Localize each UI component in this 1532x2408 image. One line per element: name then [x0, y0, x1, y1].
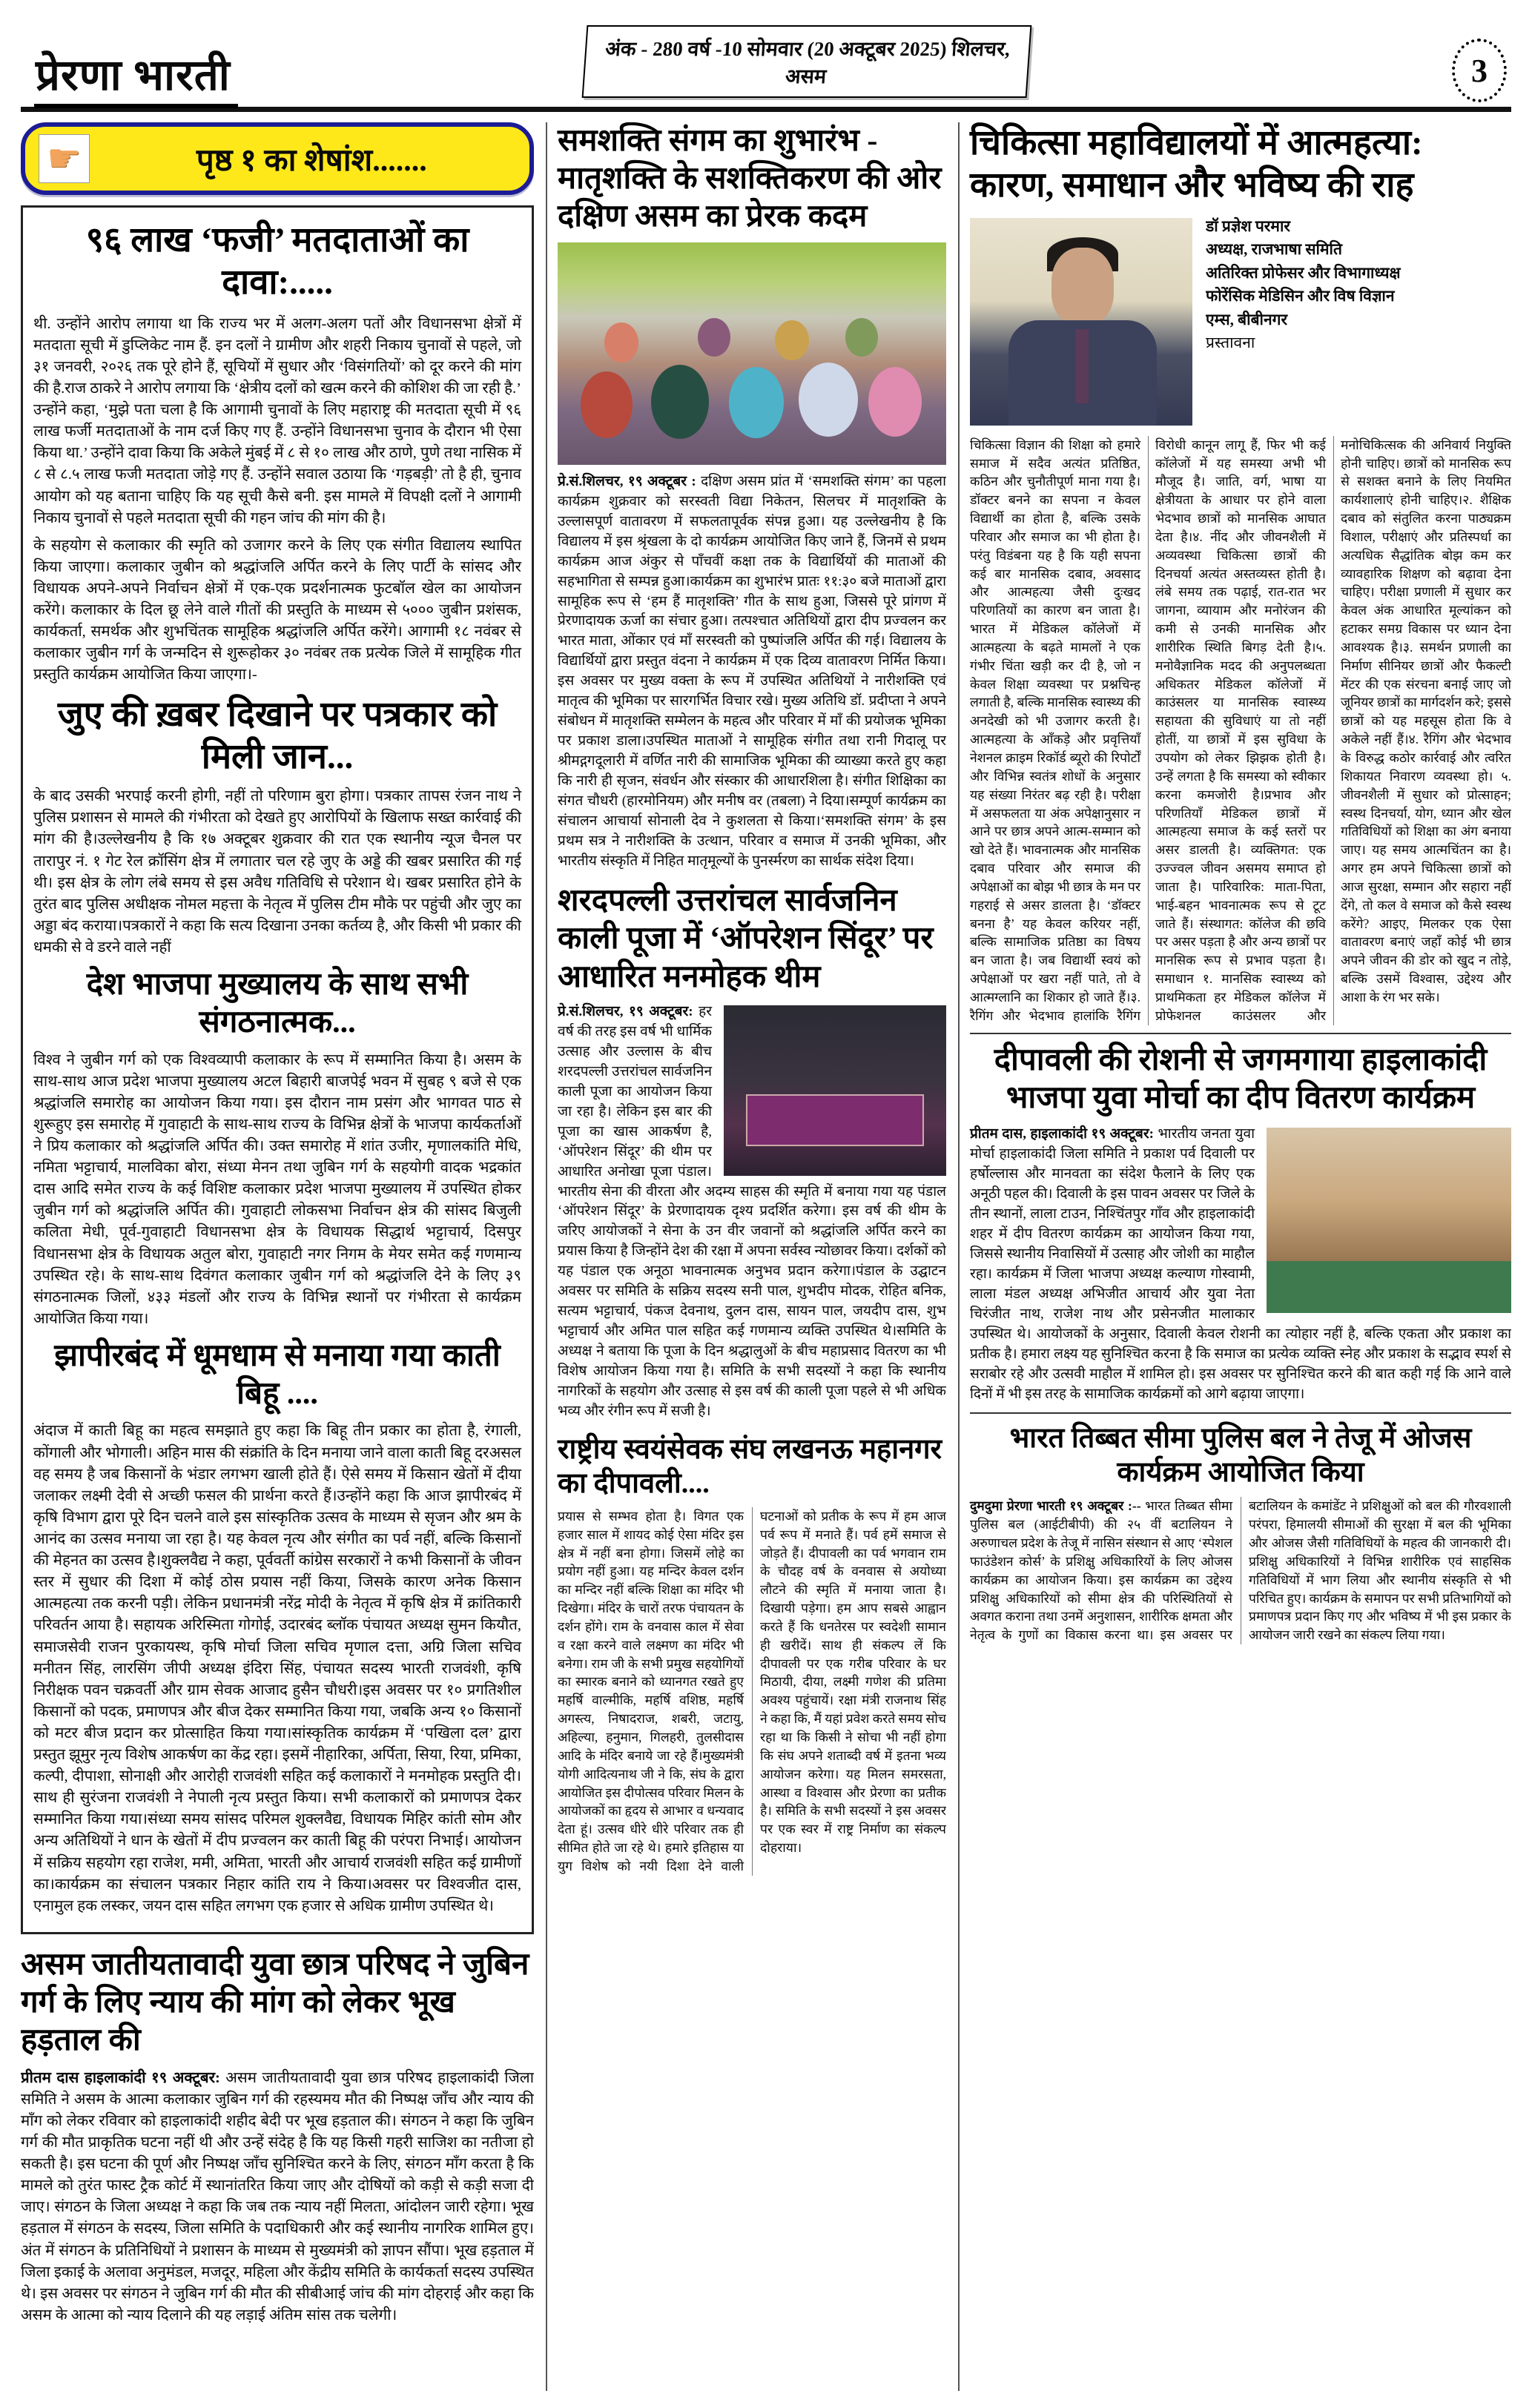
article-body-text: भारत तिब्बत सीमा पुलिस बल (आईटीबीपी) की २५ वीं बटालियन ने अरुणाचल प्रदेश के तेजू में नासिन संस्थान से आए ‘स्पेशल फाउंडेशन कोर्स’ के प्रशिक्षु अधिकारियों के लिए ओजस कार्यक्रम का आयोजन किया। इस कार्यक्रम का उद्देश्य प्रशिक्षु अधिकारियों को सीमा क्षेत्र की परिस्थितियों से अवगत कराना तथा उनमें अनुशासन, शारीरिक क्षमता और नेतृत्व के गुणों का विकास करना था। इस अवसर पर बटालियन के कमांडेंट ने प्रशिक्षुओं को बल की गौरवशाली परंपरा, हिमालयी सीमाओं की सुरक्षा में बल की भूमिका और ओजस जैसी गतिविधियों के महत्व की जानकारी दी। प्रशिक्षु अधिकारियों ने विभिन्न शारीरिक एवं साहसिक गतिविधियों में भाग लिया और स्थानीय संस्कृति से भी परिचित हुए। कार्यक्रम के समापन पर सभी प्रतिभागियों को प्रमाणपत्र प्रदान किए गए और भविष्य में भी इस प्रकार के आयोजन जारी रखने का संकल्प लिया गया। [970, 1498, 1511, 1643]
page-number-seal: 3 [1452, 39, 1507, 102]
newspaper-title: प्रेरणा भारती [34, 44, 238, 108]
article-body: प्रयास से सम्भव होता है। विगत एक हजार साल में शायद कोई ऐसा मंदिर इस क्षेत्र में नहीं बना होगा। जिसमें लोहे का प्रयोग नहीं हुआ। यह मन्दिर केवल दर्शन का मन्दिर नहीं बल्कि शिक्षा का मंदिर भी दिखेगा। मंदिर के चारों तरफ पंचायतन के दर्शन होंगे। राम के वनवास काल में सेवा व रक्षा करने वाले लक्ष्मण का मंदिर भी बनेगा। राम जी के सभी प्रमुख सहयोगियों का स्मारक बनाने को ध्यानगत रखते हुए महर्षि वाल्मीकि, महर्षि वशिष्ठ, महर्षि अगस्त्य, निषादराज, शबरी, जटायु, अहिल्या, हनुमान, गिलहरी, तुलसीदास आदि के मंदिर बनाये जा रहे हैं।मुख्यमंत्री योगी आदित्यनाथ जी ने कि, संघ के द्वारा आयोजित इस दीपोत्सव परिवार मिलन के आयोजकों का हृदय से आभार व धन्यवाद देता हूं। उत्सव धीरे धीरे परिवार तक ही सीमित होते जा रहे थे। हमारे इतिहास या युग विशेष को नयी दिशा देने वाली घटनाओं को प्रतीक के रूप में हम आज पर्व रूप में मनाते हैं। पर्व हमें समाज से जोड़ते हैं। दीपावली का पर्व भगवान राम के चौदह वर्ष के वनवास से अयोध्या लौटने की स्मृति में मनाया जाता है। दिखायी पड़ेगा। हम आप सबसे आह्वान करते हैं कि धनतेरस पर स्वदेशी सामान ही खरीदें। साथ ही संकल्प लें कि दीपावली पर एक गरीब परिवार के घर मिठायी, दीया, लक्ष्मी गणेश की प्रतिमा अवश्य पहुंचायें। रक्षा मंत्री राजनाथ सिंह ने कहा कि, मैं यहां प्रवेश करते समय सोच रहा था कि किसी ने सोचा भी नहीं होगा कि संघ अपने शताब्दी वर्ष में इतना भव्य आयोजन करेगा। यह मिलन समरसता, आस्था व विश्वास और प्रेरणा का प्रतीक है। समिति के सभी सदस्यों ने इस अवसर पर एक स्वर में राष्ट्र निर्माण का संकल्प दोहराया। [558, 1508, 946, 1873]
author-line: एम्स, बीबीनगर [1206, 310, 1288, 328]
article-headline: देश भाजपा मुख्यालय के साथ सभी संगठनात्मक... [86, 968, 469, 1040]
article-rss-lucknow-diwali [558, 1432, 946, 1876]
article-body: अंदाज में काती बिहू का महत्व समझाते हुए कहा कि बिहू तीन प्रकार का होता है, रंगाली, कोंगाली और भोगाली। अहिन मास की संक्रांति के दिन मनाया जाने वाला काती बिहू दरअसल वह समय है जब किसानों के भंडार लगभग खाली होते हैं। ऐसे समय में किसान खेतों में दीया जलाकर लक्ष्मी देवी से अच्छी फसल की प्रार्थना करते हैं।उन्होंने कहा कि आज झापीरबंद में कृषि विभाग द्वारा पूरे दिन चलने वाले इस सांस्कृतिक उत्सव के माध्यम से सृजन और श्रम के आनंद का उत्सव मनाया जा रहा है। यह केवल नृत्य और संगीत का पर्व नहीं, बल्कि किसानों की मेहनत का उत्सव है।शुक्लवैद्य ने कहा, पूर्ववर्ती कांग्रेस सरकारों ने कभी किसानों के जीवन स्तर में सुधार की दिशा में कोई ठोस प्रयास नहीं किया, जिसके कारण अनेक किसान आत्महत्या तक करनी पड़ी। लेकिन प्रधानमंत्री नरेंद्र मोदी के नेतृत्व में कृषि क्षेत्र में क्रांतिकारी परिवर्तन आया है। सहायक अरिस्मिता गोगोई, उदारबंद ब्लॉक पंचायत अध्यक्ष सुमन कियौत, समाजसेवी राजन पुरकायस्थ, कृषि मोर्चा जिला सचिव मृणाल दत्ता, अग्रि जिला सचिव मनीतन सिंह, लारसिंग जीपी अध्यक्ष इंदिरा सिंह, पंचायत सदस्य भारती राजवंशी, कृषि निरीक्षक पवन चक्रवर्ती और ग्राम सेवक आजाद हुसैन चौधरी।इस अवसर पर १० प्रगतिशील किसानों को पदक, प्रमाणपत्र और बीज देकर सम्मानित किया गया, जबकि अन्य १० किसानों को मटर बीज प्रदान कर प्रोत्साहित किया गया।सांस्कृतिक कार्यक्रम में ‘पखिला दल’ द्वारा प्रस्तुत झूमुर नृत्य विशेष आकर्षण का केंद्र रहा। इसमें नीहारिका, अर्पिता, सिया, रिया, प्रमिका, कल्पी, दीपाशा, सोनाक्षी और आरोही राजवंशी सहित कई कलाकारों ने मनमोहक प्रस्तुति दी। साथ ही सुरंजना राजवंशी ने नेपाली नृत्य प्रस्तुत किया। सभी कलाकारों को प्रमाणपत्र देकर सम्मानित किया गया।संध्या समय सांसद परिमल शुक्लवैद्य, विधायक मिहिर कांती सोम और अन्य अतिथियों ने धान के खेतों में दीप प्रज्वलन कर काती बिहू की परंपरा निभाई। आयोजन में सक्रिय सहयोग रहा राजेश, ममी, अमिता, भारती और आचार्य राजवंशी सहित कई ग्रामीणों का।कार्यक्रम का संचालन पत्रकार निहार कांति राय ने किया।अवसर पर विश्वजीत दास, एनामुल हक लस्कर, जयन दास सहित लगभग एक हजार से अधिक ग्रामीण उपस्थित थे। [33, 1423, 521, 1914]
article-lead-block [970, 215, 1511, 430]
article-hunger-strike [21, 1946, 534, 2326]
article-itbp-ojas [970, 1421, 1511, 1644]
article-body [21, 2068, 534, 2326]
article-body: विश्व ने जुबीन गर्ग को एक विश्वव्यापी कलाकार के रूप में सम्मानित किया है। असम के साथ-साथ आज प्रदेश भाजपा मुख्यालय अटल बिहारी बाजपेई भवन में सुबह ९ बजे से एक श्रद्धांजलि समारोह का आयोजन किया गया। इस दौरान नाम प्रसंग और भागवत पाठ से शुरूहुए इस समारोह में गुवाहाटी के साथ-साथ राज्य के विभिन्न क्षेत्रों के भाजपा कार्यकर्ताओं ने प्रिय कलाकार को श्रद्धांजलि अर्पित की। उक्त समारोह में शांत उजीर, मृणालकांति मेधि, नमिता भट्टाचार्य, मालविका बोरा, संध्या मेनन तथा जुबिन गर्ग के सहयोगी वादक भद्रकांत दास आदि समेत राज्य के कई विशिष्ट कलाकार प्रदेश भाजपा मुख्यालय में उपस्थित होकर जुबीन गर्ग को श्रद्धांजलि अर्पित की। गुवाहाटी लोकसभा निर्वाचन क्षेत्र की सांसद बिजुली कलिता मेधी, पूर्व-गुवाहाटी विधानसभा क्षेत्र के विधायक सिद्धार्थ भट्टाचार्य, दिसपुर विधानसभा क्षेत्र के विधायक अतुल बोरा, गुवाहाटी नगर निगम के मेयर समेत कई गणमान्य उपस्थित रहे। के साथ-साथ दिवंगत कलाकार जुबीन गर्ग को श्रद्धांजलि देने के लिए ३९ संगठनात्मक जिलों, ४३३ मंडलों और राज्य के विभिन्न स्थानों पर गंभीरता से कार्यक्रम आयोजित किया गया। [33, 1051, 521, 1327]
pandal-team-photo [724, 1005, 946, 1176]
article-body [970, 1497, 1511, 1644]
article-kali-puja-theme [558, 882, 946, 1422]
article-body-text: हर वर्ष की तरह इस वर्ष भी धार्मिक उत्साह और उल्लास के बीच शरदपल्ली उत्तरांचल सार्वजनिन काली पूजा का आयोजन किया जा रहा है। लेकिन इस बार की पूजा का खास आकर्षण है, ‘ऑपरेशन सिंदूर’ की थीम पर आधारित अनोखा पूजा पंडाल। भारतीय सेना की वीरता और अदम्य साहस की स्मृति में बनाया गया यह पंडाल ‘ऑपरेशन सिंदूर’ के प्रेरणादायक दृश्य प्रदर्शित करेगा। इस वर्ष की थीम के जरिए आयोजकों ने सेना के उन वीर जवानों को श्रद्धांजलि अर्पित करने का प्रयास किया है जिन्होंने देश की रक्षा में अपना सर्वस्व न्योछावर किया। दर्शकों को यह पंडाल एक अनूठा भावनात्मक अनुभव प्रदान करेगा।पंडाल के उद्घाटन अवसर पर समिति के सक्रिय सदस्य सनी पाल, शुभदीप मोदक, रोहित बनिक, सत्यम भट्टाचार्य, पंकज देवनाथ, दुलन दास, सायन पाल, जयदीप दास, शुभ भट्टाचार्य और अमित पाल सहित कई गणमान्य व्यक्ति उपस्थित थे।समिति के अध्यक्ष ने बताया कि पूजा के दिन श्रद्धालुओं के बीच महाप्रसाद वितरण का भी विशेष आयोजन किया गया है। समिति के सभी सदस्यों ने कहा कि स्थानीय नागरिकों के सहयोग और उत्साह से इस वर्ष की काली पूजा पहले से भी अधिक भव्य और रंगीन रूप में सजी है। [558, 1003, 946, 1420]
author-name: डॉ प्रज्ञेश परमार [1206, 216, 1290, 235]
divider [970, 1412, 1511, 1414]
deep-vitaran-photo [1267, 1128, 1511, 1313]
article-byline: प्रे.सं.शिलचर, १९ अक्टूबर: [558, 1003, 693, 1019]
article-headline: राष्ट्रीय स्वयंसेवक संघ लखनऊ महानगर का दीपावली.... [558, 1434, 942, 1500]
author-line: अध्यक्ष, राजभाषा समिति [1206, 240, 1342, 259]
pointing-finger-icon: ☛ [39, 134, 90, 183]
article-body: चिकित्सा विज्ञान की शिक्षा को हमारे समाज में सदैव अत्यंत प्रतिष्ठित, कठिन और चुनौतीपूर्ण माना गया है। डॉक्टर बनने का सपना न केवल विद्यार्थी का होता है, बल्कि उसके परिवार और समाज का भी होता है। परंतु विडंबना यह है कि यही सपना कई बार मानसिक दबाव, अवसाद और आत्महत्या जैसी दुःखद परिणतियों का कारण बन जाता है। भारत में मेडिकल कॉलेजों में आत्महत्या के बढ़ते मामलों ने एक गंभीर चिंता खड़ी कर दी है, जो न केवल शिक्षा व्यवस्था पर प्रश्नचिन्ह लगाती है, बल्कि मानसिक स्वास्थ्य की अनदेखी को भी उजागर करती है।आत्महत्या के आँकड़े और प्रवृत्तियाँ नेशनल क्राइम रिकॉर्ड ब्यूरो की रिपोर्टों और विभिन्न स्वतंत्र शोधों के अनुसार यह संख्या निरंतर बढ़ रही है। परीक्षा में असफलता या अंक अपेक्षानुसार न आने पर छात्र अपने आत्म-सम्मान को खो देते हैं। भावनात्मक और मानसिक दबाव परिवार और समाज की अपेक्षाओं का बोझ भी छात्र के मन पर गहराई से असर डालता है। ‘डॉक्टर बनना है’ यह केवल करियर नहीं, बल्कि सामाजिक प्रतिष्ठा का विषय बन जाता है। जब विद्यार्थी स्वयं को अपेक्षाओं पर खरा नहीं पाते, तो वे आत्मग्लानि का शिकार हो जाते हैं।३. रैगिंग और भेदभाव हालांकि रैगिंग विरोधी कानून लागू हैं, फिर भी कई कॉलेजों में यह समस्या अभी भी मौजूद है। जाति, वर्ग, भाषा या क्षेत्रीयता के आधार पर होने वाला भेदभाव छात्रों को मानसिक आघात देता है।४. नींद और जीवनशैली में अव्यवस्था चिकित्सा छात्रों की दिनचर्या अत्यंत अस्तव्यस्त होती है। लंबे समय तक पढ़ाई, रात-रात भर जागना, व्यायाम और मनोरंजन की कमी से उनकी मानसिक और शारीरिक स्थिति बिगड़ देती है।५. मनोवैज्ञानिक मदद की अनुपलब्धता अधिकतर मेडिकल कॉलेजों में काउंसलर या मानसिक स्वास्थ्य सहायता की सुविधाएं या तो नहीं होतीं, या छात्रों में इस सुविधा के उपयोग को लेकर झिझक होती है। उन्हें लगता है कि समस्या को स्वीकार करना कमजोरी है।प्रभाव और परिणतियाँ मेडिकल छात्रों में आत्महत्या समाज के कई स्तरों पर असर डालती है। व्यक्तिगत: एक उज्ज्वल जीवन असमय समाप्त हो जाता है। पारिवारिक: माता-पिता, भाई-बहन भावनात्मक रूप से टूट जाते हैं। संस्थागत: कॉलेज की छवि पर असर पड़ता है और अन्य छात्रों पर मानसिक रूप से प्रभाव पड़ता है।समाधान १. मानसिक स्वास्थ्य को प्राथमिकता हर मेडिकल कॉलेज में प्रोफेशनल काउंसलर और मनोचिकित्सक की अनिवार्य नियुक्ति होनी चाहिए। छात्रों को मानसिक रूप से सशक्त बनाने के लिए नियमित कार्यशालाएं होनी चाहिए।२. शैक्षिक दबाव को संतुलित करना पाठ्यक्रम विशाल, परीक्षाएं और प्रतिस्पर्धा का अत्यधिक सैद्धांतिक बोझ कम कर व्यावहारिक शिक्षण को बढ़ावा देना चाहिए। परीक्षा प्रणाली में सुधार कर केवल अंक आधारित मूल्यांकन को हटाकर समग्र विकास पर ध्यान देना आवश्यक है।३. समर्थन प्रणाली का निर्माण सीनियर छात्रों और फैकल्टी मेंटर की एक संरचना बनाई जाए जो जूनियर छात्रों का मार्गदर्शन करे; इससे छात्रों को यह महसूस होता कि वे अकेले नहीं हैं।४. रैगिंग और भेदभाव के विरुद्ध कठोर कार्रवाई और त्वरित शिकायत निवारण व्यवस्था हो। ५. जीवनशैली में सुधार को प्रोत्साहन; स्वस्थ दिनचर्या, योग, ध्यान और खेल गतिविधियों को शिक्षा का अंग बनाया जाए। यह समय आत्मचिंतन का है। अगर हम अपने चिकित्सा छात्रों को आज सुरक्षा, सम्मान और सहारा नहीं देंगे, तो कल वे समाज को कैसे स्वस्थ करेंगे? आइए, मिलकर एक ऐसा वातावरण बनाएं जहाँ कोई भी छात्र अपने जीवन की डोर को खुद न तोड़े, बल्कि उसमें विश्वास, उद्देश्य और आशा के रंग भर सके। [970, 437, 1511, 1023]
article-journalist-threat [33, 694, 521, 959]
article-body-continued: के सहयोग से कलाकार की स्मृति को उजागर करने के लिए एक संगीत विद्यालय स्थापित किया जाएगा। कलाकार जुबीन को श्रद्धांजलि अर्पित करने के लिए पार्टी के सांसद और विधायक अपने-अपने निर्वाचन क्षेत्रों में एक-एक प्रदर्शनात्मक फुटबॉल खेल का आयोजन करेंगे। कलाकार के दिल छू लेने वाले गीतों की प्रस्तुति के माध्यम से ५००० जुबीन प्रशंसक, कार्यकर्ता, समर्थक और शुभचिंतक सामूहिक श्रद्धांजलि अर्पित करेंगे। आगामी १८ नवंबर से कलाकार जुबीन गर्ग के जन्मदिन से शुरूहोकर ३० नवंबर तक प्रत्येक जिले में सामूहिक गीत प्रस्तुति कार्यक्रम आयोजित किया जाएगा।- [33, 537, 521, 684]
article-samshakti-sangam [558, 122, 946, 872]
article-body-text: असम जातीयतावादी युवा छात्र परिषद हाइलाकांदी जिला समिति ने असम के आत्मा कलाकार जुबिन गर्ग की रहस्यमय मौत की निष्पक्ष जाँच और न्याय की माँग को लेकर रविवार को हाइलाकांदी शहीद बेदी पर भूख हड़ताल की। संगठन ने कहा कि जुबिन गर्ग की मौत प्राकृतिक घटना नहीं थी और उन्हें संदेह है कि यह किसी गहरी साजिश का नतीजा हो सकती है। इस घटना की पूर्ण और निष्पक्ष जाँच सुनिश्चित करने के लिए, संगठन माँग करता है कि मामले को तुरंत फास्ट ट्रैक कोर्ट में स्थानांतरित किया जाए और दोषियों को कड़ी से कड़ी सजा दी जाए। संगठन के जिला अध्यक्ष ने कहा कि जब तक न्याय नहीं मिलता, आंदोलन जारी रहेगा। भूख हड़ताल में संगठन के सदस्य, जिला समिति के पदाधिकारी और कई स्थानीय नागरिक शामिल हुए। अंत में संगठन के प्रतिनिधियों ने प्रशासन के माध्यम से मुख्यमंत्री को ज्ञापन सौंपा। भूख हड़ताल में जिला इकाई के अलावा अनुमंडल, मजदूर, महिला और केंद्रीय समिति के कार्यकर्ता सदस्य उपस्थित थे। इस अवसर पर संगठन ने जुबिन गर्ग की मौत की सीबीआई जांच की मांग दोहराई और कहा कि असम के आत्मा को न्याय दिलाने की यह लड़ाई अंतिम सांस तक चलेगी। [21, 2069, 534, 2323]
article-byline: प्रे.सं.शिलचर, १९ अक्टूबर : [558, 473, 696, 489]
article-headline: समशक्ति संगम का शुभारंभ - मातृशक्ति के सशक्तिकरण की ओर दक्षिण असम का प्रेरक कदम [558, 124, 942, 234]
article-fake-voters [33, 219, 521, 687]
left-column [21, 122, 534, 2391]
article-body [558, 1002, 946, 1422]
article-body-text: भारतीय जनता युवा मोर्चा हाइलाकांदी जिला समिति ने प्रकाश पर्व दिवाली पर हर्षोल्लास और मानवता का संदेश फैलाने के लिए एक अनूठी पहल की। दिवाली के इस पावन अवसर पर जिले के तीन स्थानों, लाला टाउन, निश्चिंतपुर गाँव और हाइलाकांदी शहर में दीप वितरण कार्यक्रम का आयोजन किया गया, जिससे स्थानीय निवासियों में उत्साह और जोशी का माहौल रहा। कार्यक्रम में जिला भाजपा अध्यक्ष कल्याण गोस्वामी, लाला मंडल अध्यक्ष अभिजीत आचार्य और युवा नेता चिरंजीत नाथ, राजेश नाथ और प्रसेनजीत मालाकार उपस्थित थे। आयोजकों के अनुसार, दिवाली केवल रोशनी का त्योहार नहीं है, बल्कि एकता और प्रकाश का प्रतीक है। हमारा लक्ष्य यह सुनिश्चित करना है कि समाज का प्रत्येक व्यक्ति स्नेह और प्रकाश के सद्भाव स्पर्श से सराबोर रहे और उत्सवी माहौल में शामिल हो। इस अवसर पर सुनिश्चित करने की बात कही गई कि आने वाले दिनों में भी इस तरह के सामाजिक कार्यक्रमों को आगे बढ़ाया जाएगा। [970, 1126, 1511, 1402]
article-kati-bihu [33, 1337, 521, 1917]
article-headline: जुए की ख़बर दिखाने पर पत्रकार को मिली जान... [57, 695, 498, 776]
article-byline: दुमदुमा प्रेरणा भारती १९ अक्टूबर :-- [970, 1498, 1141, 1514]
article-headline: चिकित्सा महाविद्यालयों में आत्महत्या: कारण, समाधान और भविष्य की राह [970, 124, 1423, 205]
divider [970, 1033, 1511, 1034]
article-body: के बाद उसकी भरपाई करनी होगी, नहीं तो परिणाम बुरा होगा। पत्रकार तापस रंजन नाथ ने पुलिस प्रशासन से मामले की गंभीरता को देखते हुए आरोपियों के खिलाफ सख्त कार्रवाई की मांग की है।उल्लेखनीय है कि १७ अक्टूबर शुक्रवार की रात एक स्थानीय न्यूज चैनल पर तारापुर नं. १ गेट रेल क्रॉसिंग क्षेत्र में लगातार चल रहे जुए के अड्डे की खबर प्रसारित की गई थी। इस क्षेत्र के लोग लंबे समय से इस अवैध गतिविधि से परेशान थे। खबर प्रसारित होने के तुरंत बाद पुलिस अधीक्षक नोमल महत्ता के नेतृत्व में पुलिस टीम मौके पर पहुंची और जुए का अड्डा बंद कराया।पत्रकारों ने कहा कि सत्य दिखाना उनका कर्तव्य है, और किसी भी प्रकार की धमकी से वे डरने वाले नहीं [33, 788, 521, 956]
article-body: थी. उन्होंने आरोप लगाया था कि राज्य भर में अलग-अलग पतों और विधानसभा क्षेत्रों में मतदाता सूची में डुप्लिकेट नाम हैं. इन दलों ने ग्रामीण और शहरी निकाय चुनावों से पहले, जो ३१ जनवरी, २०२६ तक पूरे होने हैं, सूचियों में सुधार और ‘विसंगतियों’ को दूर करने की मांग की है.राज ठाकरे ने आरोप लगाया कि ‘क्षेत्रीय दलों को खत्म करने की कोशिश की जा रही है.’ उन्होंने कहा, ‘मुझे पता चला है कि आगामी चुनावों के लिए महाराष्ट्र की मतदाता सूची में ९६ लाख फर्जी मतदाताओं के नाम दर्ज किए गए हैं. उन्होंने विधानसभा चुनाव के दौरान भी ऐसा किया था.’ उन्होंने दावा किया कि अकेले मुंबई में ८ से १० लाख और ठाणे, पुणे तथा नासिक में ८ से ८.५ लाख फजी मतदाता जोड़े गए हैं. उन्होंने सवाल उठाया कि ‘गड़बड़ी’ तो है ही, चुनाव आयोग को यह बताना चाहिए कि यह सूची कैसे बनी. इस मामले में विपक्षी दलों ने आगामी निकाय चुनावों से पहले मतदाता सूची की गहन जांच की मांग की है। [33, 315, 521, 526]
article-headline: असम जातीयतावादी युवा छात्र परिषद ने जुबिन गर्ग के लिए न्याय की मांग को लेकर भूख हड़ताल की [21, 1947, 529, 2058]
article-diwali-deep-vitaran [970, 1042, 1511, 1405]
article-byline: प्रीतम दास, हाइलाकांदी १९ अक्टूबर: [970, 1126, 1155, 1142]
issue-line-box: अंक - 280 वर्ष -10 सोमवार (20 अक्टूबर 2025) शिलचर, असम [582, 25, 1032, 98]
article-headline: ९६ लाख ‘फजी’ मतदाताओं का दावा:..... [85, 221, 469, 302]
masthead [21, 28, 1511, 102]
article-medical-college-suicide [970, 122, 1511, 1025]
middle-column [546, 122, 946, 2391]
article-headline: दीपावली की रोशनी से जगमगाया हाइलाकांदी भाजपा युवा मोर्चा का दीप वितरण कार्यक्रम [994, 1042, 1488, 1115]
article-headline: भारत तिब्बत सीमा पुलिस बल ने तेजू में ओजस कार्यक्रम आयोजित किया [1009, 1422, 1472, 1489]
author-portrait-photo [970, 218, 1192, 426]
crowd-photo [558, 242, 946, 465]
article-headline: शरदपल्ली उत्तरांचल सार्वजनिन काली पूजा में ‘ऑपरेशन सिंदूर’ पर आधारित मनमोहक थीम [558, 884, 934, 994]
author-credentials [1206, 215, 1511, 355]
section-label: प्रस्तावना [1206, 334, 1255, 352]
article-body [970, 1125, 1511, 1405]
header-rule [21, 107, 1511, 112]
article-body-text: दक्षिण असम प्रांत में ‘समशक्ति संगम’ का पहला कार्यक्रम शुक्रवार को सरस्वती विद्या निकेतन, सिलचर में मातृशक्ति के उल्लासपूर्ण वातावरण में सफलतापूर्वक संपन्न हुआ। यह उल्लेखनीय है कि विद्यालय में इस श्रृंखला के दो कार्यक्रम आयोजित किए जाने हैं, जिनमें से प्रथम कार्यक्रम आज अंकुर से पाँचवीं कक्षा तक के विद्यार्थियों की माताओं की सहभागिता से सम्पन्न हुआ।कार्यक्रम का शुभारंभ प्रातः ११:३० बजे माताओं द्वारा सामूहिक रूप से ‘हम हैं मातृशक्ति’ गीत के साथ हुआ, जिससे पूरे प्रांगण में प्रेरणादायक ऊर्जा का संचार हुआ। तत्पश्चात अतिथियों द्वारा दीप प्रज्वलन कर भारत माता, ओंकार एवं माँ सरस्वती को पुष्पांजलि अर्पित की गई। विद्यालय के विद्यार्थियों द्वारा प्रस्तुत वंदना ने कार्यक्रम में एक दिव्य वातावरण निर्मित किया।इस अवसर पर मुख्य वक्ता के रूप में उपस्थित अतिथियों ने नारीशक्ति एवं मातृत्व की भूमिका पर सारगर्भित विचार रखे। मुख्य अतिथि डॉ. प्रदीप्ता ने अपने संबोधन में मातृशक्ति सम्मेलन के महत्व और परिवार में माँ की प्रयोजक भूमिका पर प्रकाश डाला।उपस्थित माताओं ने सामूहिक संगीत तथा रानी गिदालू पर श्रीमद्गगदूलारी में वर्णित नारी की सामाजिक भूमिका की व्याख्या करते हुए कहा कि नारी ही सृजन, संवर्धन और संस्कार की आधारशिला है। संगीत शिक्षिका का संगत चौधरी (हारमोनियम) और मनीष वर (तबला) ने दिया।सम्पूर्ण कार्यक्रम का संचालन आचार्या सोनाली देव ने कुशलता से किया।‘समशक्ति संगम’ के इस प्रथम सत्र ने नारीशक्ति के उत्थान, परिवार व समाज में उनकी भूमिका, और भारतीय संस्कृति में निहित मातृमूल्यों के पुनर्स्मरण का सार्थक संदेश दिया। [558, 473, 946, 870]
article-byline: प्रीतम दास हाइलाकांदी १९ अक्टूबर: [21, 2069, 220, 2086]
article-headline: झापीरबंद में धूमधाम से मनाया गया काती बिहू .... [54, 1338, 501, 1412]
continued-articles-box [21, 205, 534, 1934]
article-bjp-headquarters [33, 966, 521, 1330]
author-line: फोरेंसिक मेडिसिन और विष विज्ञान [1206, 287, 1395, 305]
author-line: अतिरिक्त प्रोफेसर और विभागाध्यक्ष [1206, 263, 1401, 282]
continuation-banner [21, 122, 534, 195]
continuation-banner-label: पृष्ठ १ का शेषांश....... [196, 143, 427, 178]
right-column [958, 122, 1511, 2391]
article-body [558, 472, 946, 872]
